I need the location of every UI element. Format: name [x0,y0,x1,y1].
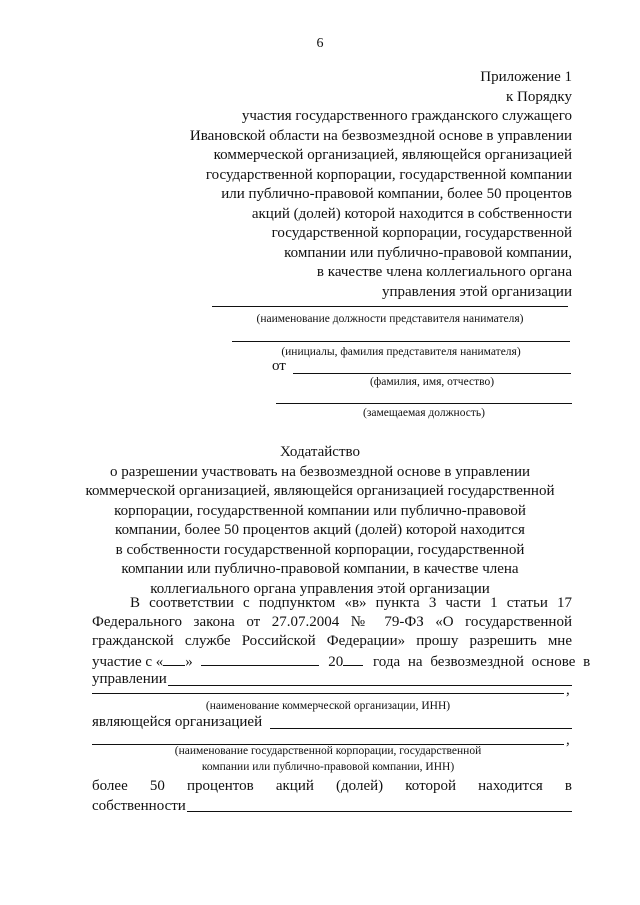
appendix-line: Приложение 1 [480,69,572,85]
comma: , [566,732,570,748]
appendix-line: государственной корпорации, государственной компании [205,166,572,183]
org-field-line-2[interactable] [92,693,564,694]
appendix-line: или публично-правовой компании, более 50 процентов [221,186,572,202]
appendix-line: в качестве члена коллегиального органа [316,264,572,280]
corp-field-line[interactable] [270,728,572,729]
appendix-line: Ивановской области на безвозмездной основе в управлении [189,127,572,144]
appendix-line: управления этой организации [381,283,572,300]
title-line: о разрешении участвовать на безвозмездной основе в управлении [109,463,531,480]
month-field[interactable] [201,651,319,666]
position-field-line[interactable] [212,306,568,307]
title-line: коммерческой организацией, являющейся организацией государственной [85,483,555,499]
appendix-line: к Порядку [506,88,572,105]
appendix-line: коммерческой организацией, являющейся организацией [213,147,572,163]
date-text: участие с « [92,654,164,670]
post-field-line[interactable] [276,403,572,404]
appendix-header [142,68,572,302]
year-prefix: 20 [328,654,344,670]
initials-field-line[interactable] [232,341,570,342]
body-line: гражданской службе Российской Федерации» прошу разрешить мне [92,633,572,649]
fio-field-line[interactable] [293,373,571,374]
date-line [92,651,591,672]
fio-caption: (фамилия, имя, отчество) [369,376,495,388]
ownership-field-line[interactable] [187,811,572,812]
from-label: от [272,358,286,374]
appendix-line: компании или публично-правовой компании, [284,244,572,261]
org-field-line[interactable] [168,685,572,686]
title-line: компании, более 50 процентов акций (долей) которой находится [115,522,525,538]
corp-caption: компании или публично-правовой компании, ИНН) [201,761,455,773]
date-text: » [185,654,193,670]
title-line: корпорации, государственной компании или публично-правовой [114,502,526,519]
corp-caption: (наименование государственной корпорации, государственной [174,745,482,757]
page-number: 6 [316,36,324,51]
title-line: компании или публично-правовой компании, в качестве члена [121,561,519,577]
post-caption: (замещаемая должность) [363,407,485,419]
title-line: Ходатайство [280,444,360,460]
body-line: В соответствии с подпунктом «в» пункта 3 части 1 статьи 17 [130,595,572,611]
appendix-line: участия государственного гражданского служащего [241,108,572,124]
appendix-line: государственной корпорации, государственной [271,225,572,241]
year-field[interactable] [343,651,363,666]
date-text: года на безвозмездной основе в [373,654,591,670]
title-line: коллегиального органа управления этой организации [150,580,490,597]
comma: , [566,682,570,698]
management-label: управлении [92,671,167,687]
being-org-label: являющейся организацией [92,714,263,730]
body-line: Федерального закона от 27.07.2004 № 79-ФЗ «О государственной [92,614,572,630]
day-field[interactable] [163,651,185,666]
ownership-label: собственности [92,798,186,814]
position-caption: (наименование должности представителя нанимателя) [256,313,524,325]
title-line: в собственности государственной корпорации, государственной [115,541,525,558]
initials-caption: (инициалы, фамилия представителя нанимателя) [281,346,521,358]
body-line: более 50 процентов акций (долей) которой находится в [92,778,572,794]
petition-title [60,443,580,599]
org-caption: (наименование коммерческой организации, ИНН) [205,700,451,712]
appendix-line: акций (долей) которой находится в собственности [251,205,572,222]
